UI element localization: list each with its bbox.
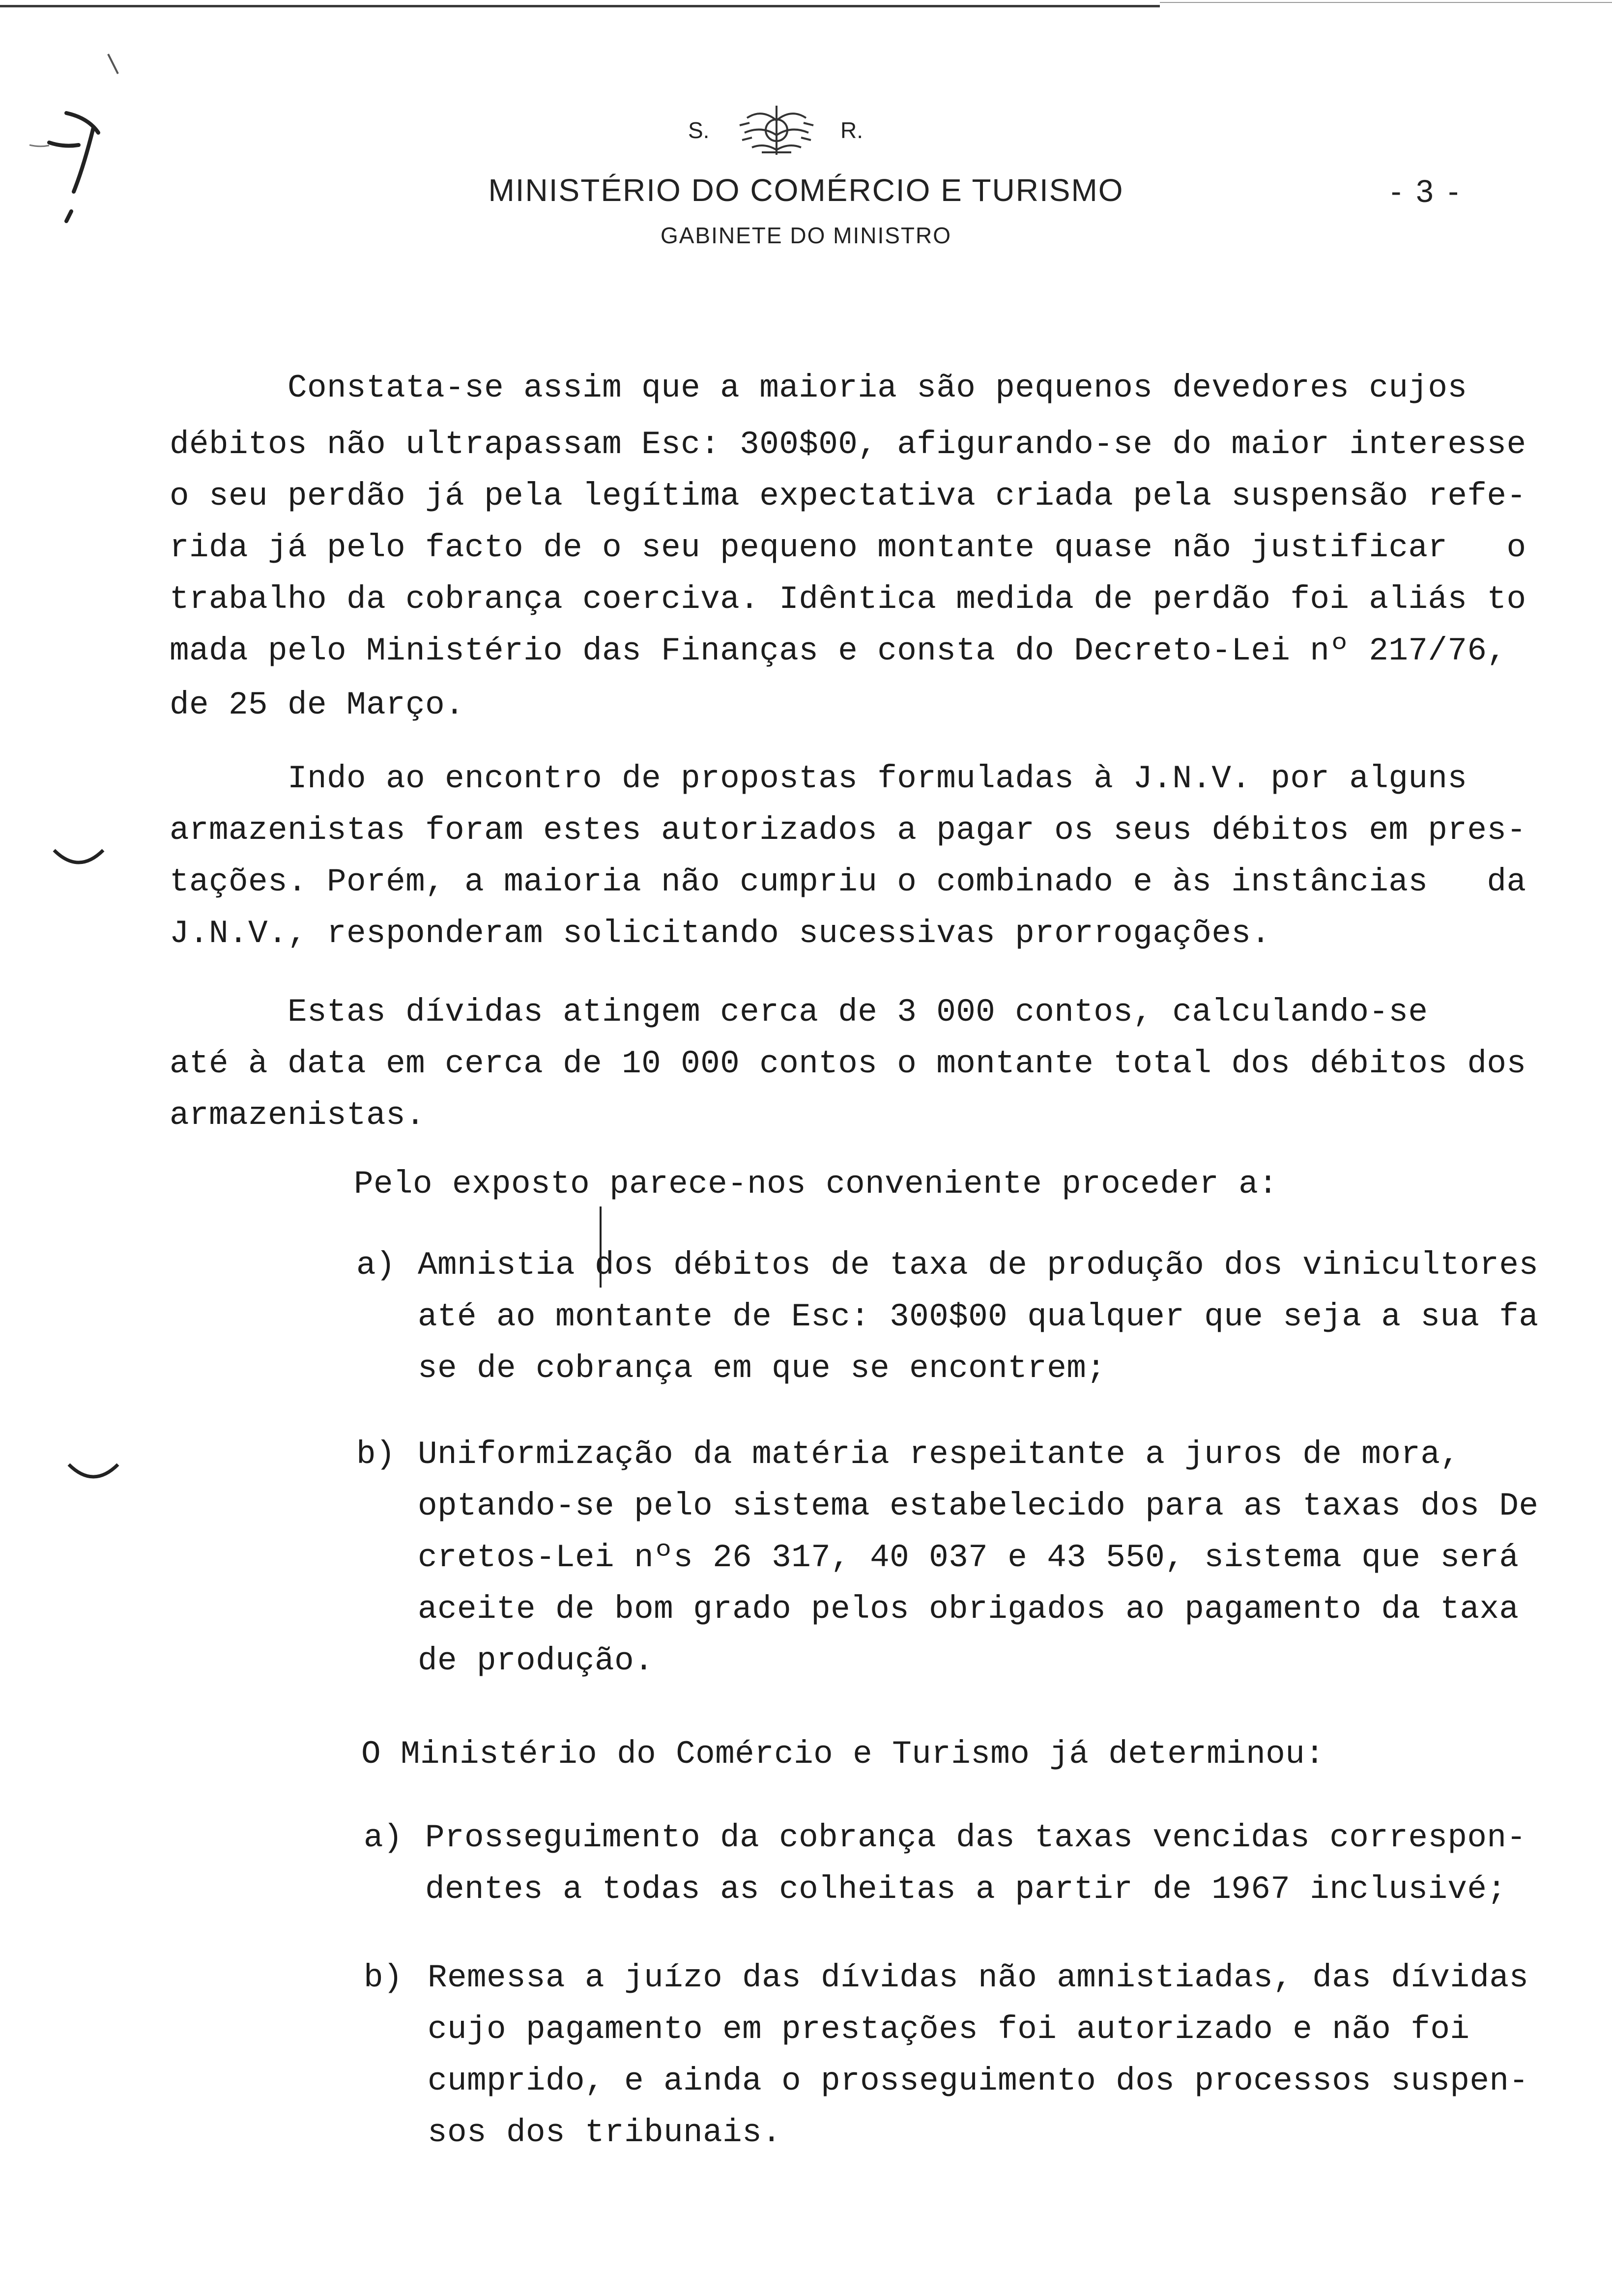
text-line: cretos-Lei nºs 26 317, 40 037 e 43 550, sistema que será (418, 1539, 1519, 1576)
text-line: tações. Porém, a maioria não cumpriu o combinado e às instâncias da (170, 863, 1526, 900)
text-line: aceite de bom grado pelos obrigados ao pagamento da taxa (418, 1591, 1519, 1628)
list-item-label: b) (364, 1959, 403, 1996)
text-line: dentes a todas as colheitas a partir de 1967 inclusivé; (425, 1871, 1507, 1908)
text-line: Indo ao encontro de propostas formuladas à J.N.V. por alguns (170, 760, 1468, 797)
text-line: até à data em cerca de 10 000 contos o montante total dos débitos dos (170, 1045, 1526, 1082)
text-line: optando-se pelo sistema estabelecido para as taxas dos De (418, 1488, 1539, 1524)
punch-hole-mark-icon (49, 840, 108, 875)
text-line: mada pelo Ministério das Finanças e consta do Decreto-Lei nº 217/76, (170, 632, 1507, 669)
text-line: de produção. (418, 1642, 654, 1679)
ministry-title: MINISTÉRIO DO COMÉRCIO E TURISMO (488, 172, 1124, 208)
page-number: - 3 - (1391, 173, 1462, 209)
text-line: cujo pagamento em prestações foi autorizado e não foi (428, 2011, 1470, 2048)
text-line: trabalho da cobrança coerciva. Idêntica medida de perdão foi aliás to (170, 581, 1526, 618)
text-line: Constata-se assim que a maioria são pequenos devedores cujos (170, 370, 1468, 406)
text-line: J.N.V., responderam solicitando sucessivas prorrogações. (170, 915, 1271, 952)
coat-of-arms-icon (727, 98, 826, 162)
text-line: Remessa a juízo das dívidas não amnistiadas, das dívidas (428, 1959, 1529, 1996)
text-line: até ao montante de Esc: 300$00 qualquer que seja a sua fa (418, 1298, 1539, 1335)
text-line: rida já pelo facto de o seu pequeno montante quase não justificar o (170, 529, 1526, 566)
text-line: se de cobrança em que se encontrem; (418, 1350, 1106, 1387)
text-line: débitos não ultrapassam Esc: 300$00, afigurando-se do maior interesse (170, 426, 1526, 463)
text-line: cumprido, e ainda o prosseguimento dos processos suspen- (428, 2063, 1529, 2099)
letterhead-s: S. (688, 117, 710, 143)
text-line: O Ministério do Comércio e Turismo já determinou: (361, 1736, 1325, 1773)
text-line: Estas dívidas atingem cerca de 3 000 contos, calculando-se (170, 994, 1428, 1031)
text-line: armazenistas. (170, 1097, 426, 1134)
text-line: Uniformização da matéria respeitante a juros de mora, (418, 1436, 1460, 1473)
text-line: armazenistas foram estes autorizados a pagar os seus débitos em pres- (170, 812, 1526, 849)
text-line: sos dos tribunais. (428, 2114, 782, 2151)
punch-hole-mark-icon (64, 1455, 123, 1489)
letterhead (0, 0, 1612, 265)
cabinet-subtitle: GABINETE DO MINISTRO (660, 223, 952, 248)
pen-stroke-mark-icon (596, 1204, 605, 1292)
text-line: Prosseguimento da cobrança das taxas vencidas correspon- (425, 1819, 1526, 1856)
letterhead-r: R. (840, 117, 863, 143)
text-line: o seu perdão já pela legítima expectativa criada pela suspensão refe- (170, 478, 1526, 515)
list-item-label: a) (364, 1819, 403, 1856)
text-line: de 25 de Março. (170, 687, 465, 723)
list-item-label: a) (356, 1247, 396, 1284)
text-line: Pelo exposto parece-nos conveniente proceder a: (354, 1166, 1278, 1203)
list-item-label: b) (356, 1436, 396, 1473)
text-line: Amnistia dos débitos de taxa de produção dos vinicultores (418, 1247, 1539, 1284)
